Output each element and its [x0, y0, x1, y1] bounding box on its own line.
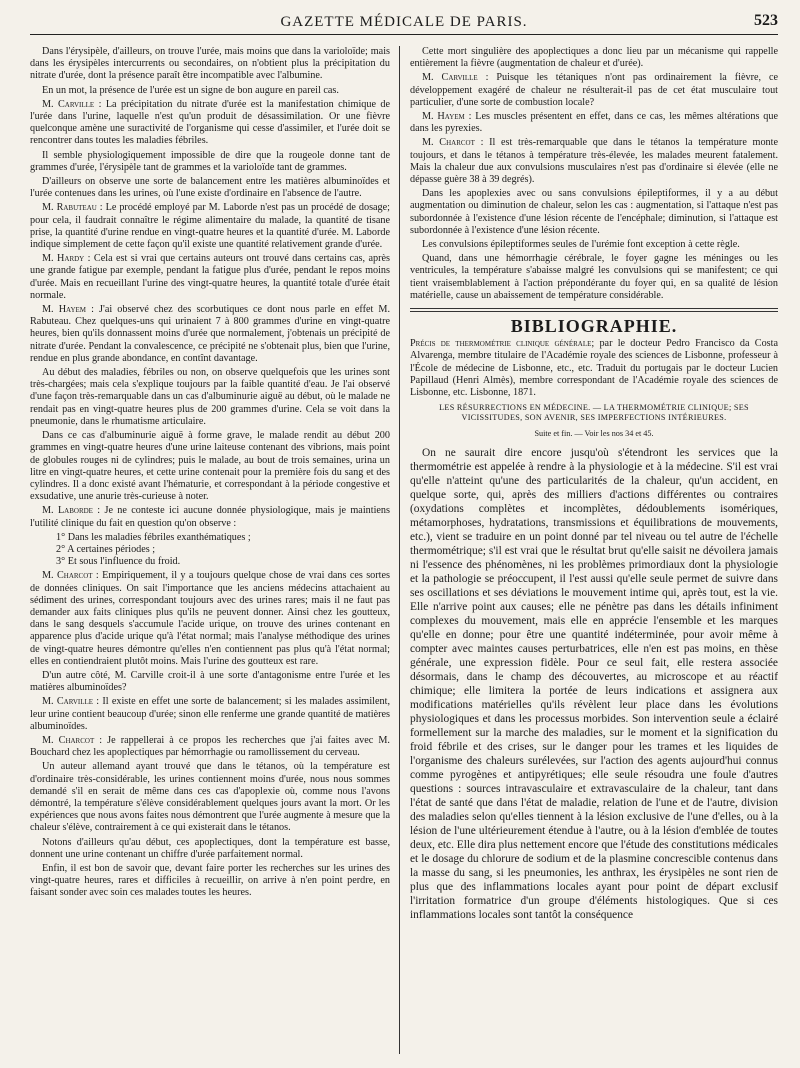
page-header	[30, 10, 778, 35]
speaker: M. Laborde	[42, 505, 93, 517]
speaker: M. Charcot	[422, 137, 475, 149]
paragraph	[30, 304, 390, 365]
right-column	[410, 46, 778, 1054]
paragraph	[30, 696, 390, 733]
paragraph: Notons d'ailleurs qu'au début, ces apoplectiques, dont la température est basse, donnent une urine contenant un chiffre d'urée parfaitement normal.	[30, 836, 390, 860]
paragraph	[410, 72, 778, 109]
paragraph: Quand, dans une hémorrhagie cérébrale, le foyer gagne les méninges ou les ventricules, la température s'abaisse malgré les convulsions qui se manifestent; ce qui tient vraisemblablement à l'action prépondérante du foyer qui, en sa qualité de lésion matérielle, cause un abaissement de température considérable.	[410, 253, 778, 301]
paragraph: On ne saurait dire encore jusqu'où s'étendront les services que la thermométrie est appelée à rendre à la physiologie et à la médecine. S'il est vrai qu'elle n'atteint qu'une des particularités de la chaleur, qu'un accident, en quelque sorte, qui, après des milliers d'actions différentes ou contraires (oxydations complètes et incomplètes, dédoublements isomériques, métamorphoses, hydratations, transmissions et équilibrations de mouvements, etc.), vient se traduire en un point donné par tel niveau ou tel autre de l'échelle thermométrique; s'il est vrai que le résultat brut qu'elle saisit ne dévoilera jamais ni l'essence des phénomènes, ni les problèmes primordiaux dont la physiologie et la pathologie se préoccupent, il l'est aussi qu'elle seule permet de suivre dans ses oscillations et ses déviations le mouvement intime qui, après tout, est la vie. Elle n'arrive point aux causes; elle ne pénètre pas dans les détails infiniment complexes du mouvement, mais elle en apprécie l'ensemble et les marques qu'elle en donne; pour être une quantité indéterminée, pour avoir même à compter avec maintes causes perturbatrices, elle n'en est pas moins, en thèse générale, une expression fidèle. Pour ce seul fait, elle restera associée désormais, dans le champ des découvertes, au microscope et au réactif chimique; elle limitera la portée de leurs indications et assignera aux modifications matérielles qu'ils révèlent leur place dans les évolutions physiologiques et dans les processus morbides. Son intervention seule a éclairé formellement sur la marche des maladies, sur le moment et la signification du froid fébrile et des crises, sur le danger pour les trames et les liquides de l'organisme des chaleurs surélevées, sur l'action des agents aujourd'hui connus comme pyrogènes et antipyrétiques; elle seule résoudra une foule d'autres questions : sources intravasculaire et extravasculaire de la chaleur, tant dans l'état de santé que dans l'état de maladie, relation de l'une et de l'autre, division des maladies selon qu'elles tiennent à la lésion exclusive de l'une d'elles, ou à la lésion de l'une ultérieurement étendue à l'autre, ou à la lésion d'emblée de toutes deux, etc. Elle dira plus nettement encore que l'étude des constitutions médicales et le dosage du chlorure de sodium et de la plasmine concrescible contenus dans la masse du sang, si les pneumonies, les anthrax, les érysipèles ne sont rien de plus que des inflammations locales ayant pour point de départ exclusif l'irritation formatrice d'un groupe d'éléments histologiques. Que si ces inflammations locales sont tantôt la conséquence	[410, 447, 778, 922]
speaker: M. Carville	[42, 98, 95, 110]
paragraph: D'un autre côté, M. Carville croit-il à une sorte d'antagonisme entre l'urée et les matières albuminoïdes?	[30, 669, 390, 694]
speaker: M. Hardy	[42, 253, 85, 265]
paragraph: Un auteur allemand ayant trouvé que dans le tétanos, où la température est d'ordinaire très-considérable, les urines contiennent moins d'urée, nous nous sommes demandé s'il en serait de même dans ces cas d'apoplexie où, comme nous l'avons démontré, la température s'élève considérablement quelques jours avant la mort. Or les expériences que nous avons faites nous démontrent que l'urée augmente à mesure que la chaleur s'élève, contrairement à ce qui existerait dans le tétanos.	[30, 761, 390, 834]
paragraph	[410, 137, 778, 186]
speaker: M. Hayem	[422, 111, 465, 123]
journal-title: GAZETTE MÉDICALE DE PARIS.	[280, 14, 528, 30]
paragraph	[410, 111, 778, 135]
page-number: 523	[754, 12, 778, 29]
paragraph	[30, 99, 390, 148]
speech: : La précipitation du nitrate d'urée est la manifestation chimique de l'urée dans l'urine, laquelle n'est qu'un produit de désassimilation. Or une fièvre quelconque amène une suractivité de l'organisme qui cesse d'assimiler, et l'urée doit se rencontrer dans toutes les maladies fébriles.	[30, 98, 390, 147]
paragraph: Dans ce cas d'albuminurie aiguë à forme grave, le malade rendit au début 200 grammes en vingt-quatre heures d'une urine laiteuse contenant des vibrions, mais point de globules rouges ni de cylindres; puis le malade, au bout de trois semaines, urina un litre en vingt-quatre heures, et cette urine contenait pour la première fois du sang et des cylindres. Il a donc existé avant l'hématurie, et correspondant à la période congestive et exsudative, une anurie très-curieuse à noter.	[30, 430, 390, 503]
speaker: M. Rabuteau	[42, 202, 97, 214]
speaker: M. Charcot	[42, 570, 93, 582]
paragraph: En un mot, la présence de l'urée est un signe de bon augure en pareil cas.	[42, 84, 339, 96]
paragraph	[30, 202, 390, 251]
paragraph	[30, 253, 390, 302]
paragraph: Cette mort singulière des apoplectiques a donc lieu par un mécanisme qui rappelle entièrement la fièvre (augmentation de chaleur et d'urée).	[410, 46, 778, 70]
list-item: 3° Et sous l'influence du froid.	[56, 556, 181, 568]
paragraph: Enfin, il est bon de savoir que, devant faire porter les recherches sur les urines des vingt-quatre heures, rares et difficiles à recueillir, on arrive à n'en point perdre, en faisant sonder avec soin ces malades toutes les heures.	[30, 863, 390, 899]
speaker: M. Charcot	[42, 734, 95, 746]
speech: : Les muscles présentent en effet, dans ce cas, les mêmes altérations que dans les pyrexies.	[410, 111, 778, 135]
paragraph: Les convulsions épileptiformes seules de l'urémie font exception à cette règle.	[422, 239, 740, 251]
speech: : Le procédé employé par M. Laborde n'est pas un procédé de dosage; pour cela, il faudrait connaître le régime alimentaire du malade, la quantité de tisane prise, la quantité d'urine rendue en vingt-quatre heures et la quantité d'urée. M. Laborde indique simplement de cette façon qu'il existe une quantité relativement grande d'urée.	[30, 202, 390, 251]
section-rule	[410, 308, 778, 312]
list-item: 2° A certaines périodes ;	[56, 543, 156, 555]
article-subtitle: LES RÉSURRECTIONS EN MÉDECINE. — LA THERMOMÉTRIE CLINIQUE; SES VICISSITUDES, SON AVENIR, SES IMPERFECTIONS INTÉRIEURES.	[439, 403, 749, 423]
speech: : Puisque les tétaniques n'ont pas ordinairement la fièvre, ce développement exagéré de chaleur ne résulterait-il pas de cet état musculaire tout particulier, d'une sorte de combustion locale?	[410, 72, 778, 108]
paragraph: Il semble physiologiquement impossible de dire que la rougeole donne tant de grammes d'urée, l'érysipèle tant de grammes et la varioloïde tant de grammes.	[30, 149, 390, 173]
column-divider	[399, 46, 400, 1054]
speaker: M. Carville	[422, 72, 478, 84]
reference-title: Précis de thermométrie clinique générale	[410, 338, 592, 350]
paragraph: D'ailleurs on observe une sorte de balancement entre les matières albuminoïdes et l'urée contenues dans les urines, où l'une existe d'ordinaire en l'absence de l'autre.	[30, 176, 390, 200]
list-item: 1° Dans les maladies fébriles exanthématiques ;	[56, 531, 251, 543]
paragraph	[30, 505, 390, 529]
speech: : Je rappellerai à ce propos les recherches que j'ai faites avec M. Bouchard chez les apoplectiques par hémorrhagie ou ramollissement du cerveau.	[30, 734, 390, 759]
paragraph	[30, 570, 390, 668]
continuation-note: Suite et fin. — Voir les nos 34 et 45.	[534, 429, 654, 439]
article-body	[410, 446, 778, 922]
paragraph	[30, 735, 390, 759]
numbered-list	[56, 532, 390, 569]
reference-details: ; par le docteur Pedro Francisco da Costa Alvarenga, membre titulaire de l'Académie royale des sciences de Lisbonne, professeur à l'École de médecine de Lisbonne, etc., etc. Traduit du portugais par le docteur Lucien Papillaud (Henri Almès), membre correspondant de l'Académie royale des sciences de Lisbonne, etc. Lisbonne, 1871.	[410, 338, 778, 399]
speaker: M. Hayem	[42, 304, 87, 316]
speech: : Cela est si vrai que certains auteurs ont trouvé dans certains cas, après une grande fatigue par exemple, pendant la fatigue plus d'urée, pendant le repos moins d'urée. Mais en recueillant l'urine des vingt-quatre heures, la quantité totale d'urée était normale.	[30, 253, 390, 301]
bibliographic-reference	[410, 338, 778, 399]
paragraph: Dans les apoplexies avec ou sans convulsions épileptiformes, il y a au début augmentation ou diminution de chaleur, selon les cas : augmentation, si l'attaque n'est pas subordonnée à l'existence d'une lésion récente de l'encéphale; diminution, si l'attaque est subordonnée à l'existence d'une lésion récente.	[410, 188, 778, 236]
speaker: M. Carville	[42, 696, 94, 708]
left-column	[30, 46, 390, 1054]
speech: : Il existe en effet une sorte de balancement; si les malades assimilent, leur urine contient beaucoup d'urée; sinon elle renferme une grande quantité de matières albuminoïdes.	[30, 696, 390, 732]
speech: : J'ai observé chez des scorbutiques ce dont nous parle en effet M. Rabuteau. Chez quelques-uns qui urinaient 7 à 800 grammes d'urine en vingt-quatre heures, bien qu'ils donnassent moins d'urée que normalement, j'obtenais un précipité de nitrate d'urée. Pendant la convalescence, ce précipité ne s'obtenait plus, bien que l'urine, rendue en plus grande abondance, en contînt davantage.	[30, 304, 390, 364]
speech: : Empiriquement, il y a toujours quelque chose de vrai dans ces sortes de données cliniques. On sait l'importance que les anciens médecins attachaient au sédiment des urines, correspondant toujours avec des urines rares; mais il ne faut pas demander aux faits cliniques plus qu'ils ne peuvent donner. Ainsi chez les goutteux, dans le sang desquels s'accumule l'acide urique, on trouve des urines contenant en apparence plus d'acide urique qu'à l'état normal; mais l'analyse méthodique des urines de vingt-quatre heures démontre qu'elles n'en contiennent pas plus qu'à l'état normal; elles en contiendraient plutôt moins. Mais l'urine des goutteux est rare.	[30, 570, 390, 667]
section-title: BIBLIOGRAPHIE.	[510, 316, 678, 337]
paragraph: Dans l'érysipèle, d'ailleurs, on trouve l'urée, mais moins que dans la varioloïde; mais dans les érysipèles intercurrents ou secondaires, on n'obtient plus la précipitation du nitrate d'urée, dont la présence paraît être incompatible avec l'albumine.	[30, 46, 390, 82]
speech: : Il est très-remarquable que dans le tétanos la température monte toujours, et dans le tétanos à température très-élevée, les malades meurent fatalement. Mais la chaleur due aux convulsions musculaires n'est pas d'ordinaire si élevée (elle ne dépasse guère 38 à 39 degrés).	[410, 137, 778, 186]
speech: : Je ne conteste ici aucune donnée physiologique, mais je maintiens l'utilité clinique du fait en question qu'on observe :	[30, 505, 390, 529]
paragraph: Au début des maladies, fébriles ou non, on observe quelquefois que les urines sont très-chargées; mais cela s'explique toujours par la faible quantité d'eau. Je l'ai observé d'une façon très-remarquable dans un cas d'albuminurie aiguë au début, où le malade ne rendait pas en vingt-quatre heures plus de 200 grammes d'urine. Cela se voit dans la pneumonie, dans le rhumatisme articulaire.	[30, 367, 390, 427]
